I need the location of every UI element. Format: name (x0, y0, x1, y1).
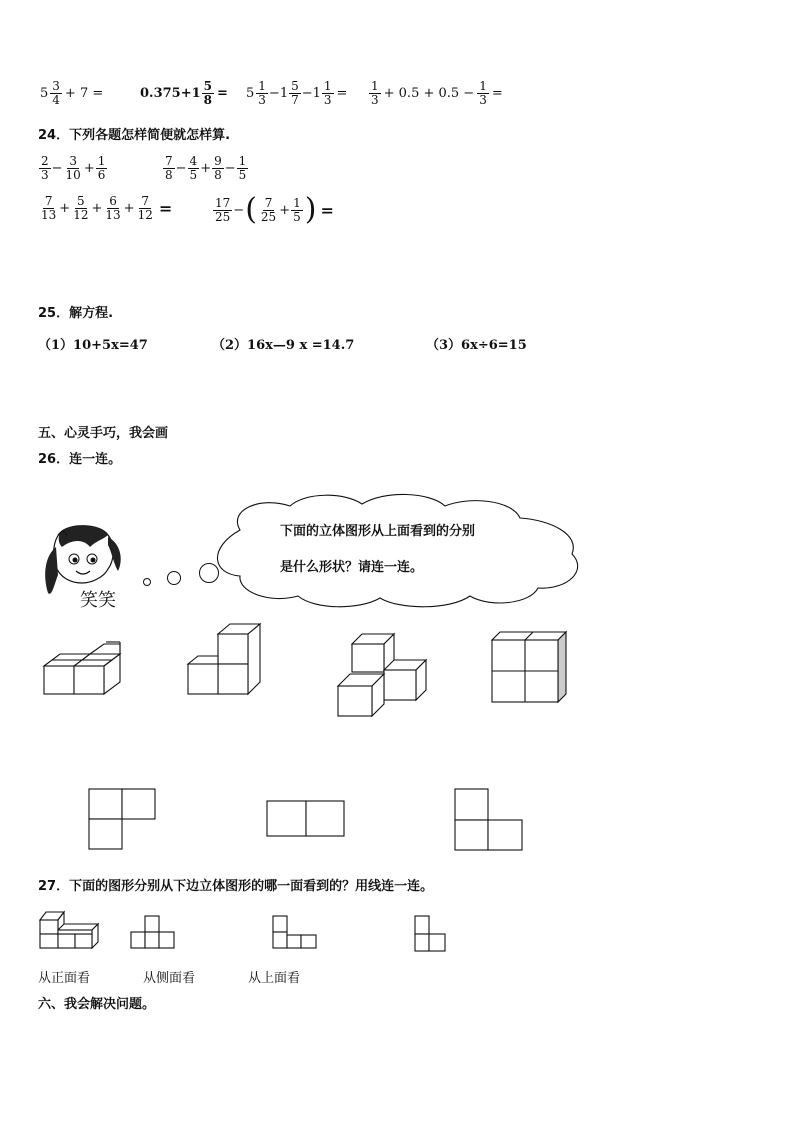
expr-1: 5 $\frac{3}{4}$ + 7 = (40, 79, 104, 107)
top-view-shape-3 (454, 788, 526, 852)
q27-view-2 (272, 915, 320, 951)
top-view-shape-1 (88, 788, 158, 850)
top-view-shape-2 (266, 800, 346, 838)
q25-title: 25．解方程. (38, 306, 114, 321)
q24-expr-c: $\frac{7}{13}$ + $\frac{5}{12}$ + $\frac{6}{13}$ + $\frac{7}{12}$ = (41, 194, 173, 222)
expr-4: $\frac{1}{3}$ + 0.5 + 0.5 − $\frac{1}{3}$ = (371, 79, 503, 107)
section-6-heading: 六、我会解决问题。 (38, 997, 156, 1012)
q26-title: 26．连一连。 (38, 452, 122, 467)
solid-figure-2 (188, 620, 266, 696)
q25-item-3: （3）6x÷6=15 (426, 338, 527, 353)
q27-view-3 (414, 915, 448, 953)
bubble-line-1: 下面的立体图形从上面看到的分别 (280, 524, 476, 539)
q24-expr-a: $\frac{2}{3}$ − $\frac{3}{10}$ + $\frac{1}{6}$ (41, 154, 106, 182)
bubble-line-2: 是什么形状？请连一连。 (280, 560, 424, 575)
q27-title: 27．下面的图形分别从下边立体图形的哪一面看到的？用线连一连。 (38, 879, 434, 894)
q24-expr-d: $\frac{17}{25}$ − ( $\frac{7}{25}$ + $\frac{1}{5}$ ) = (215, 192, 334, 227)
section-5-heading: 五、心灵手巧，我会画 (38, 426, 169, 441)
q27-view-1 (130, 915, 178, 951)
expr-3: 5 $\frac{1}{3}$ −1 $\frac{5}{7}$ −1 $\frac{1}{3}$ = (246, 79, 348, 107)
q24-title: 24．下列各题怎样简便就怎样算. (38, 128, 231, 143)
q24-expr-b: $\frac{7}{8}$ − $\frac{4}{5}$ + $\frac{9}{8}$ − $\frac{1}{5}$ (165, 154, 247, 182)
solid-figure-1 (44, 640, 126, 696)
q27-label-side: 从侧面看 (143, 971, 196, 986)
solid-figure-3 (338, 632, 430, 718)
q27-label-front: 从正面看 (38, 971, 91, 986)
q25-item-1: （1）10+5x=47 (38, 338, 148, 353)
solid-figure-4 (492, 632, 568, 702)
q25-item-2: （2）16x—9 x =14.7 (212, 338, 355, 353)
character-caption: 笑笑 (80, 590, 116, 611)
q27-label-top: 从上面看 (248, 971, 301, 986)
thought-bubble (140, 492, 590, 607)
expr-2: 0.375+1 $\frac{5}{8}$ = (140, 79, 228, 107)
q27-solid-figure (40, 910, 102, 950)
